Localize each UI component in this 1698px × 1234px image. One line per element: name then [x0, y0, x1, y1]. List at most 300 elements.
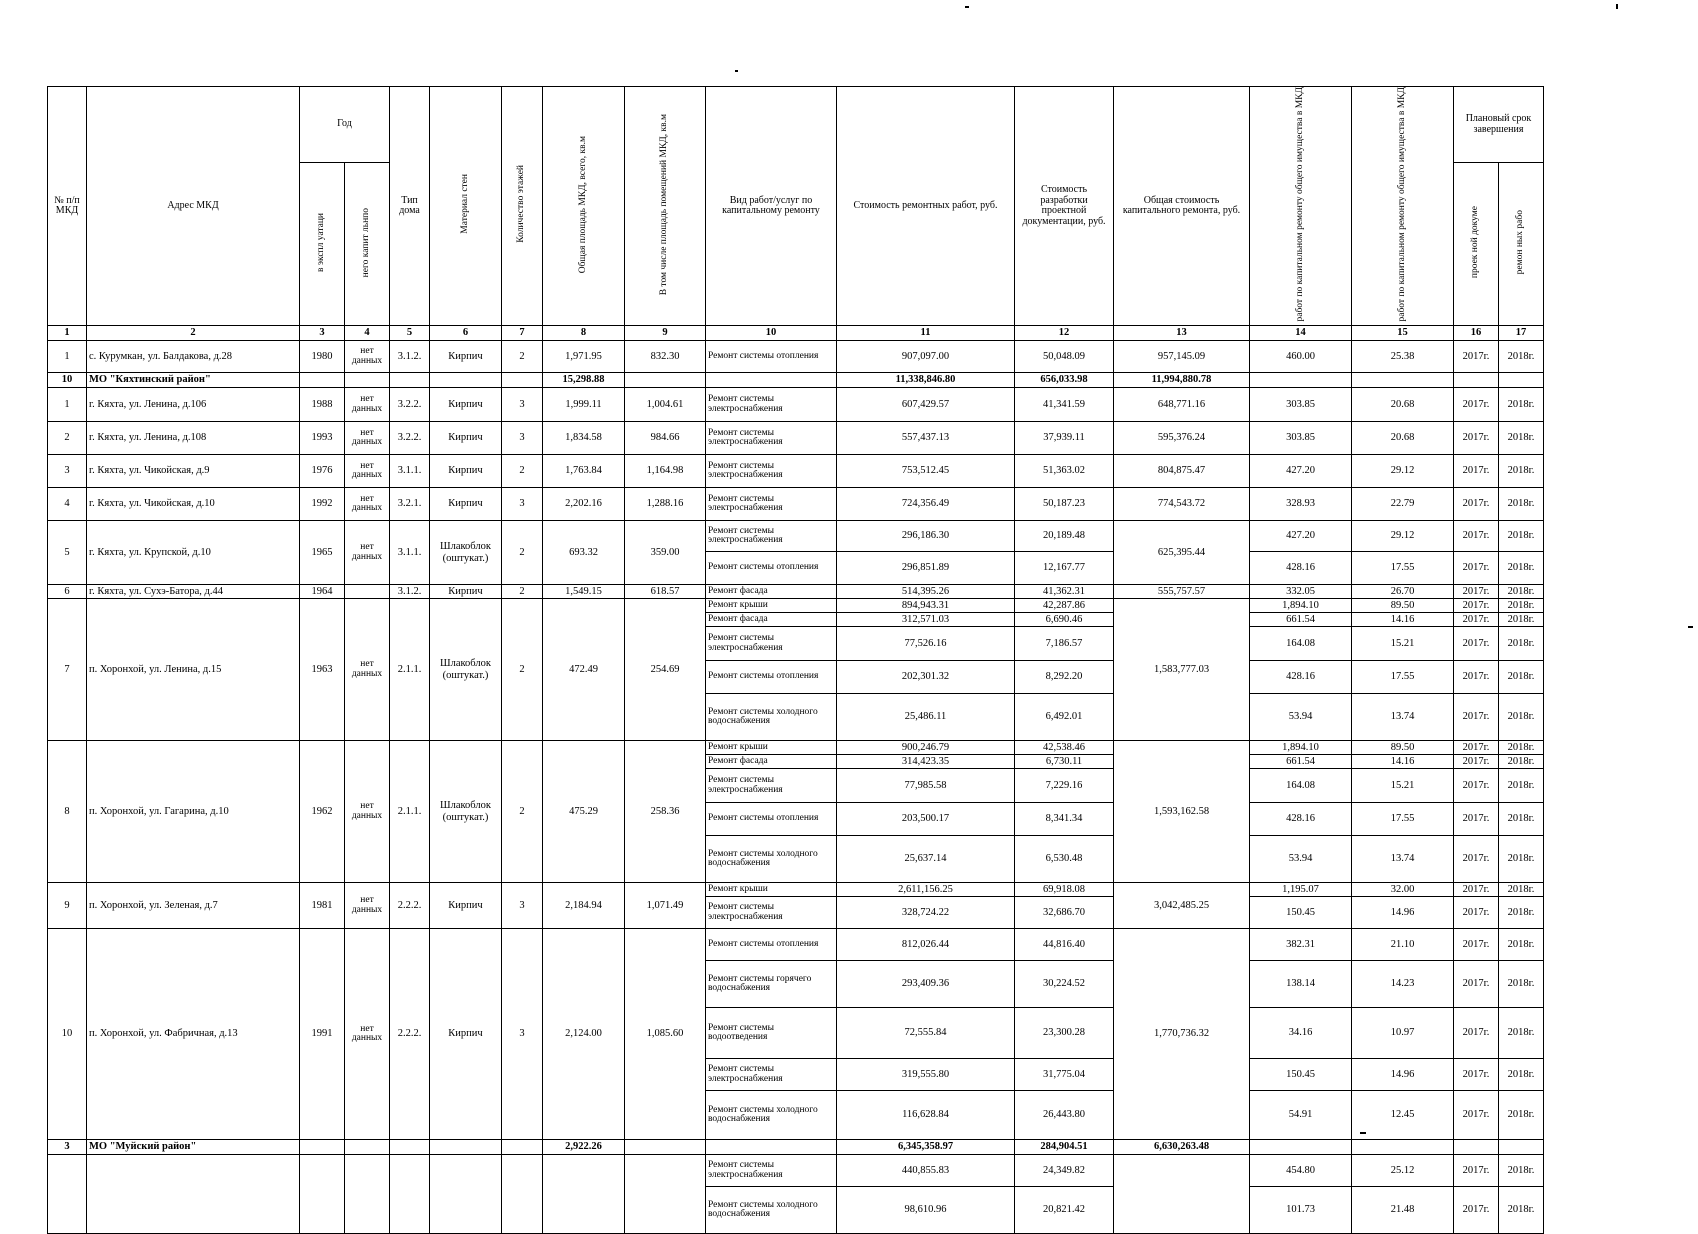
project-deadline-cell: 2017г.	[1454, 1008, 1499, 1059]
project-deadline-cell: 2017г.	[1454, 741, 1499, 755]
floors-cell: 3	[502, 488, 543, 521]
house-row	[48, 341, 1544, 373]
district-number: 10	[48, 373, 87, 388]
column-number: 17	[1499, 326, 1544, 341]
unit-cost-cell: 17.55	[1352, 661, 1454, 694]
total-cost-cell: 3,042,485.25	[1114, 883, 1250, 929]
repair-cost-cell: 2,611,156.25	[837, 883, 1015, 897]
total-cost-cell: 804,875.47	[1114, 455, 1250, 488]
year-cell: 1964	[300, 585, 345, 599]
work-type-cell: Ремонт фасада	[706, 585, 837, 599]
repair-cost-cell: 314,423.35	[837, 755, 1015, 769]
project-deadline-cell: 2017г.	[1454, 341, 1499, 373]
project-cost-cell: 37,939.11	[1015, 422, 1114, 455]
works-deadline-cell: 2018г.	[1499, 627, 1544, 661]
unit-cost-cell: 661.54	[1250, 755, 1352, 769]
capital-year-cell: нет данных	[345, 341, 390, 373]
district-number: 3	[48, 1140, 87, 1155]
works-deadline-cell: 2018г.	[1499, 521, 1544, 552]
empty-cell	[706, 373, 837, 388]
house-row	[48, 388, 1544, 422]
house-type-cell: 3.1.1.	[390, 455, 430, 488]
repair-cost-cell: 753,512.45	[837, 455, 1015, 488]
project-deadline-cell: 2017г.	[1454, 769, 1499, 803]
year-cell: 1993	[300, 422, 345, 455]
repair-cost-cell: 25,637.14	[837, 836, 1015, 883]
house-row	[48, 585, 1544, 599]
scan-speck	[1616, 4, 1618, 9]
repair-cost-cell: 557,437.13	[837, 422, 1015, 455]
scan-speck	[1360, 1132, 1366, 1134]
works-deadline-cell: 2018г.	[1499, 341, 1544, 373]
total-cost-cell: 625,395.44	[1114, 521, 1250, 585]
row-number: 7	[48, 599, 87, 741]
capital-year-cell: нет данных	[345, 488, 390, 521]
floors-cell: 2	[502, 741, 543, 883]
works-deadline-cell: 2018г.	[1499, 599, 1544, 613]
floors-cell: 3	[502, 929, 543, 1140]
repair-cost-cell: 293,409.36	[837, 961, 1015, 1008]
work-type-cell: Ремонт системы холодного водоснабжения	[706, 1091, 837, 1140]
total-area-cell: 2,124.00	[543, 929, 625, 1140]
unit-cost-cell: 17.55	[1352, 803, 1454, 836]
unit-cost-cell: 15.21	[1352, 769, 1454, 803]
empty-cell	[625, 373, 706, 388]
floors-cell: 3	[502, 422, 543, 455]
works-deadline-cell: 2018г.	[1499, 1091, 1544, 1140]
work-type-cell: Ремонт системы электроснабжения	[706, 1059, 837, 1091]
project-deadline-cell: 2017г.	[1454, 897, 1499, 929]
col-type-header: Тип дома	[390, 87, 430, 326]
unit-cost-cell: 29.12	[1352, 455, 1454, 488]
col-total-cost-header: Общая стоимость капитального ремонта, руб.	[1114, 87, 1250, 326]
project-cost-cell: 41,341.59	[1015, 388, 1114, 422]
unit-cost-cell: 1,195.07	[1250, 883, 1352, 897]
project-cost-cell: 6,492.01	[1015, 694, 1114, 741]
year-cell: 1976	[300, 455, 345, 488]
repair-cost-cell: 116,628.84	[837, 1091, 1015, 1140]
total-area-cell: 1,549.15	[543, 585, 625, 599]
repair-cost-cell: 319,555.80	[837, 1059, 1015, 1091]
unit-cost-cell: 14.16	[1352, 755, 1454, 769]
row-number: 4	[48, 488, 87, 521]
project-deadline-cell: 2017г.	[1454, 627, 1499, 661]
repair-cost-cell: 894,943.31	[837, 599, 1015, 613]
district-row	[48, 373, 1544, 388]
district-area: 2,922.26	[543, 1140, 625, 1155]
address-cell: г. Кяхта, ул. Ленина, д.106	[87, 388, 300, 422]
year-cell: 1962	[300, 741, 345, 883]
premises-area-cell: 254.69	[625, 599, 706, 741]
unit-cost-cell: 54.91	[1250, 1091, 1352, 1140]
scan-speck	[735, 70, 738, 72]
project-deadline-cell: 2017г.	[1454, 755, 1499, 769]
wall-material-cell: Шлакоблок (оштукат.)	[430, 599, 502, 741]
unit-cost-cell: 89.50	[1352, 741, 1454, 755]
empty-cell	[1454, 1140, 1499, 1155]
unit-cost-cell: 303.85	[1250, 388, 1352, 422]
capital-year-cell: нет данных	[345, 521, 390, 585]
project-deadline-cell: 2017г.	[1454, 455, 1499, 488]
district-repair-cost: 11,338,846.80	[837, 373, 1015, 388]
address-cell: г. Кяхта, ул. Чикойская, д.9	[87, 455, 300, 488]
row-number: 6	[48, 585, 87, 599]
work-type-cell: Ремонт системы отопления	[706, 929, 837, 961]
project-cost-cell: 6,530.48	[1015, 836, 1114, 883]
project-cost-cell: 69,918.08	[1015, 883, 1114, 897]
work-type-cell: Ремонт крыши	[706, 883, 837, 897]
unit-cost-cell: 454.80	[1250, 1155, 1352, 1187]
repair-cost-cell: 296,851.89	[837, 552, 1015, 585]
empty-cell	[706, 1140, 837, 1155]
premises-area-cell: 1,004.61	[625, 388, 706, 422]
total-area-cell: 2,202.16	[543, 488, 625, 521]
work-type-cell: Ремонт фасада	[706, 613, 837, 627]
project-cost-cell: 7,229.16	[1015, 769, 1114, 803]
unit-cost-cell: 14.23	[1352, 961, 1454, 1008]
house-row	[48, 741, 1544, 755]
unit-cost-cell: 20.68	[1352, 388, 1454, 422]
project-cost-cell: 8,341.34	[1015, 803, 1114, 836]
premises-area-cell: 258.36	[625, 741, 706, 883]
works-deadline-cell: 2018г.	[1499, 488, 1544, 521]
project-deadline-cell: 2017г.	[1454, 1155, 1499, 1187]
address-cell: г. Кяхта, ул. Сухэ-Батора, д.44	[87, 585, 300, 599]
column-number: 8	[543, 326, 625, 341]
floors-cell: 2	[502, 599, 543, 741]
empty-cell	[502, 373, 543, 388]
column-number: 3	[300, 326, 345, 341]
unit-cost-cell: 12.45	[1352, 1091, 1454, 1140]
work-type-cell: Ремонт системы отопления	[706, 552, 837, 585]
project-cost-cell: 12,167.77	[1015, 552, 1114, 585]
col-address-header: Адрес МКД	[87, 87, 300, 326]
scan-speck	[965, 6, 969, 8]
total-cost-cell: 595,376.24	[1114, 422, 1250, 455]
project-deadline-cell: 2017г.	[1454, 803, 1499, 836]
repair-cost-cell: 72,555.84	[837, 1008, 1015, 1059]
project-cost-cell: 51,363.02	[1015, 455, 1114, 488]
project-cost-cell: 7,186.57	[1015, 627, 1114, 661]
unit-cost-cell: 13.74	[1352, 694, 1454, 741]
address-cell: г. Кяхта, ул. Чикойская, д.10	[87, 488, 300, 521]
col-year-capital-header: него капит льнпо	[345, 163, 390, 326]
works-deadline-cell: 2018г.	[1499, 769, 1544, 803]
unit-cost-cell: 13.74	[1352, 836, 1454, 883]
total-cost-cell: 555,757.57	[1114, 585, 1250, 599]
unit-cost-cell: 427.20	[1250, 455, 1352, 488]
column-number: 12	[1015, 326, 1114, 341]
works-deadline-cell: 2018г.	[1499, 1155, 1544, 1187]
column-number: 16	[1454, 326, 1499, 341]
address-cell: п. Хоронхой, ул. Зеленая, д.7	[87, 883, 300, 929]
works-deadline-cell: 2018г.	[1499, 883, 1544, 897]
unit-cost-cell: 428.16	[1250, 661, 1352, 694]
unit-cost-cell: 53.94	[1250, 694, 1352, 741]
column-number: 5	[390, 326, 430, 341]
project-deadline-cell: 2017г.	[1454, 1059, 1499, 1091]
project-cost-cell: 30,224.52	[1015, 961, 1114, 1008]
floors-cell: 2	[502, 455, 543, 488]
unit-cost-cell: 332.05	[1250, 585, 1352, 599]
total-area-cell: 1,971.95	[543, 341, 625, 373]
row-number: 2	[48, 422, 87, 455]
works-deadline-cell: 2018г.	[1499, 388, 1544, 422]
house-row	[48, 422, 1544, 455]
work-type-cell: Ремонт системы отопления	[706, 803, 837, 836]
repair-cost-cell: 900,246.79	[837, 741, 1015, 755]
work-type-cell: Ремонт системы холодного водоснабжения	[706, 1187, 837, 1234]
house-row	[48, 521, 1544, 552]
wall-material-cell: Шлакоблок (оштукат.)	[430, 741, 502, 883]
empty-cell	[345, 1140, 390, 1155]
house-row	[48, 488, 1544, 521]
house-type-cell: 2.2.2.	[390, 883, 430, 929]
empty-cell	[1454, 373, 1499, 388]
project-deadline-cell: 2017г.	[1454, 521, 1499, 552]
wall-material-cell: Шлакоблок (оштукат.)	[430, 521, 502, 585]
address-cell: г. Кяхта, ул. Крупской, д.10	[87, 521, 300, 585]
total-cost-cell: 648,771.16	[1114, 388, 1250, 422]
unit-cost-cell: 101.73	[1250, 1187, 1352, 1234]
empty-cell	[390, 1140, 430, 1155]
floors-cell: 2	[502, 521, 543, 585]
works-deadline-cell: 2018г.	[1499, 741, 1544, 755]
column-number-row	[48, 326, 1544, 341]
year-cell: 1963	[300, 599, 345, 741]
floors-cell: 3	[502, 388, 543, 422]
work-type-cell: Ремонт системы отопления	[706, 341, 837, 373]
unit-cost-cell: 25.38	[1352, 341, 1454, 373]
project-cost-cell: 24,349.82	[1015, 1155, 1114, 1187]
works-deadline-cell: 2018г.	[1499, 694, 1544, 741]
year-cell: 1965	[300, 521, 345, 585]
repair-cost-cell: 812,026.44	[837, 929, 1015, 961]
scan-speck	[1688, 626, 1693, 628]
works-deadline-cell: 2018г.	[1499, 455, 1544, 488]
premises-area-cell: 359.00	[625, 521, 706, 585]
house-type-cell: 3.1.2.	[390, 585, 430, 599]
project-deadline-cell: 2017г.	[1454, 883, 1499, 897]
repair-cost-cell: 607,429.57	[837, 388, 1015, 422]
unit-cost-cell: 34.16	[1250, 1008, 1352, 1059]
premises-area-cell: 1,085.60	[625, 929, 706, 1140]
address-cell: п. Хоронхой, ул. Фабричная, д.13	[87, 929, 300, 1140]
repair-cost-cell: 202,301.32	[837, 661, 1015, 694]
wall-material-cell: Кирпич	[430, 883, 502, 929]
empty-cell	[502, 1155, 543, 1234]
address-cell: п. Хоронхой, ул. Гагарина, д.10	[87, 741, 300, 883]
empty-cell	[390, 1155, 430, 1234]
total-area-cell: 2,184.94	[543, 883, 625, 929]
unit-cost-cell: 427.20	[1250, 521, 1352, 552]
table-body	[48, 326, 1544, 1234]
column-number: 11	[837, 326, 1015, 341]
capital-year-cell: нет данных	[345, 599, 390, 741]
column-number: 14	[1250, 326, 1352, 341]
repair-cost-cell: 203,500.17	[837, 803, 1015, 836]
district-row	[48, 1140, 1544, 1155]
wall-material-cell: Кирпич	[430, 929, 502, 1140]
works-deadline-cell: 2018г.	[1499, 929, 1544, 961]
total-area-cell: 1,999.11	[543, 388, 625, 422]
capital-year-cell: нет данных	[345, 455, 390, 488]
repair-cost-cell: 296,186.30	[837, 521, 1015, 552]
work-type-cell: Ремонт системы электроснабжения	[706, 1155, 837, 1187]
year-cell: 1991	[300, 929, 345, 1140]
row-number: 1	[48, 341, 87, 373]
col-year-exploitation-header: в экспл уатаци	[300, 163, 345, 326]
house-row	[48, 1155, 1544, 1187]
col-work-type-header: Вид работ/услуг по капитальному ремонту	[706, 87, 837, 326]
column-number: 1	[48, 326, 87, 341]
empty-cell	[48, 1155, 87, 1234]
unit-cost-cell: 14.96	[1352, 897, 1454, 929]
col-unit-cost-header-15: работ по капитальном ремонту общего имущества в МКД	[1352, 87, 1454, 326]
works-deadline-cell: 2018г.	[1499, 755, 1544, 769]
total-area-cell: 475.29	[543, 741, 625, 883]
house-row	[48, 599, 1544, 613]
capital-year-cell: нет данных	[345, 741, 390, 883]
unit-cost-cell: 382.31	[1250, 929, 1352, 961]
works-deadline-cell: 2018г.	[1499, 897, 1544, 929]
work-type-cell: Ремонт системы электроснабжения	[706, 521, 837, 552]
house-type-cell: 2.2.2.	[390, 929, 430, 1140]
unit-cost-cell: 10.97	[1352, 1008, 1454, 1059]
wall-material-cell: Кирпич	[430, 585, 502, 599]
repair-cost-cell: 98,610.96	[837, 1187, 1015, 1234]
capital-repair-table	[47, 86, 1544, 1234]
project-cost-cell: 6,690.46	[1015, 613, 1114, 627]
repair-cost-cell: 77,526.16	[837, 627, 1015, 661]
work-type-cell: Ремонт системы электроснабжения	[706, 388, 837, 422]
premises-area-cell: 1,288.16	[625, 488, 706, 521]
project-cost-cell: 8,292.20	[1015, 661, 1114, 694]
project-cost-cell: 20,189.48	[1015, 521, 1114, 552]
column-number: 9	[625, 326, 706, 341]
row-number: 10	[48, 929, 87, 1140]
district-repair-cost: 6,345,358.97	[837, 1140, 1015, 1155]
unit-cost-cell: 460.00	[1250, 341, 1352, 373]
work-type-cell: Ремонт системы холодного водоснабжения	[706, 694, 837, 741]
empty-cell	[1250, 1140, 1352, 1155]
unit-cost-cell: 17.55	[1352, 552, 1454, 585]
project-deadline-cell: 2017г.	[1454, 613, 1499, 627]
unit-cost-cell: 21.48	[1352, 1187, 1454, 1234]
repair-cost-cell: 25,486.11	[837, 694, 1015, 741]
unit-cost-cell: 428.16	[1250, 552, 1352, 585]
capital-year-cell: нет данных	[345, 388, 390, 422]
total-cost-cell: 1,583,777.03	[1114, 599, 1250, 741]
premises-area-cell: 984.66	[625, 422, 706, 455]
repair-cost-cell: 514,395.26	[837, 585, 1015, 599]
year-cell: 1992	[300, 488, 345, 521]
total-area-cell: 1,834.58	[543, 422, 625, 455]
project-cost-cell: 32,686.70	[1015, 897, 1114, 929]
works-deadline-cell: 2018г.	[1499, 422, 1544, 455]
project-deadline-cell: 2017г.	[1454, 552, 1499, 585]
work-type-cell: Ремонт системы электроснабжения	[706, 422, 837, 455]
row-number: 9	[48, 883, 87, 929]
district-name: МО "Муйский район"	[87, 1140, 300, 1155]
unit-cost-cell: 164.08	[1250, 769, 1352, 803]
district-total-cost: 11,994,880.78	[1114, 373, 1250, 388]
project-cost-cell: 41,362.31	[1015, 585, 1114, 599]
work-type-cell: Ремонт системы электроснабжения	[706, 769, 837, 803]
unit-cost-cell: 14.96	[1352, 1059, 1454, 1091]
premises-area-cell: 1,164.98	[625, 455, 706, 488]
unit-cost-cell: 150.45	[1250, 897, 1352, 929]
total-cost-cell: 774,543.72	[1114, 488, 1250, 521]
address-cell: п. Хоронхой, ул. Ленина, д.15	[87, 599, 300, 741]
col-unit-cost-header-14: работ по капитальном ремонту общего имущества в МКД	[1250, 87, 1352, 326]
house-type-cell: 3.2.2.	[390, 388, 430, 422]
project-deadline-cell: 2017г.	[1454, 961, 1499, 1008]
district-project-cost: 284,904.51	[1015, 1140, 1114, 1155]
empty-cell	[625, 1140, 706, 1155]
project-deadline-cell: 2017г.	[1454, 1187, 1499, 1234]
floors-cell: 3	[502, 883, 543, 929]
column-number: 4	[345, 326, 390, 341]
total-cost-cell	[1114, 1155, 1250, 1234]
empty-cell	[300, 373, 345, 388]
works-deadline-cell: 2018г.	[1499, 661, 1544, 694]
column-number: 2	[87, 326, 300, 341]
unit-cost-cell: 20.68	[1352, 422, 1454, 455]
total-cost-cell: 1,770,736.32	[1114, 929, 1250, 1140]
unit-cost-cell: 428.16	[1250, 803, 1352, 836]
premises-area-cell: 832.30	[625, 341, 706, 373]
year-cell: 1988	[300, 388, 345, 422]
col-plan-project-header: проек ной докуме	[1454, 163, 1499, 326]
project-cost-cell: 20,821.42	[1015, 1187, 1114, 1234]
works-deadline-cell: 2018г.	[1499, 803, 1544, 836]
capital-year-cell: нет данных	[345, 883, 390, 929]
unit-cost-cell: 22.79	[1352, 488, 1454, 521]
col-plan-works-header: ремон ных рабо	[1499, 163, 1544, 326]
house-type-cell: 3.1.1.	[390, 521, 430, 585]
project-cost-cell: 31,775.04	[1015, 1059, 1114, 1091]
repair-cost-cell: 312,571.03	[837, 613, 1015, 627]
project-deadline-cell: 2017г.	[1454, 1091, 1499, 1140]
unit-cost-cell: 25.12	[1352, 1155, 1454, 1187]
work-type-cell: Ремонт фасада	[706, 755, 837, 769]
work-type-cell: Ремонт системы электроснабжения	[706, 897, 837, 929]
premises-area-cell: 618.57	[625, 585, 706, 599]
empty-cell	[345, 1155, 390, 1234]
district-area: 15,298.88	[543, 373, 625, 388]
work-type-cell: Ремонт крыши	[706, 599, 837, 613]
col-repair-cost-header: Стоимость ремонтных работ, руб.	[837, 87, 1015, 326]
house-row	[48, 883, 1544, 897]
floors-cell: 2	[502, 585, 543, 599]
work-type-cell: Ремонт системы водоотведения	[706, 1008, 837, 1059]
project-deadline-cell: 2017г.	[1454, 488, 1499, 521]
works-deadline-cell: 2018г.	[1499, 552, 1544, 585]
col-floors-header: Количество этажей	[502, 87, 543, 326]
empty-cell	[543, 1155, 625, 1234]
wall-material-cell: Кирпич	[430, 488, 502, 521]
wall-material-cell: Кирпич	[430, 455, 502, 488]
works-deadline-cell: 2018г.	[1499, 613, 1544, 627]
empty-cell	[1352, 373, 1454, 388]
unit-cost-cell: 150.45	[1250, 1059, 1352, 1091]
col-living-area-header: В том числе площадь помещений МКД, кв.м	[625, 87, 706, 326]
works-deadline-cell: 2018г.	[1499, 836, 1544, 883]
year-cell: 1980	[300, 341, 345, 373]
wall-material-cell: Кирпич	[430, 341, 502, 373]
empty-cell	[390, 373, 430, 388]
